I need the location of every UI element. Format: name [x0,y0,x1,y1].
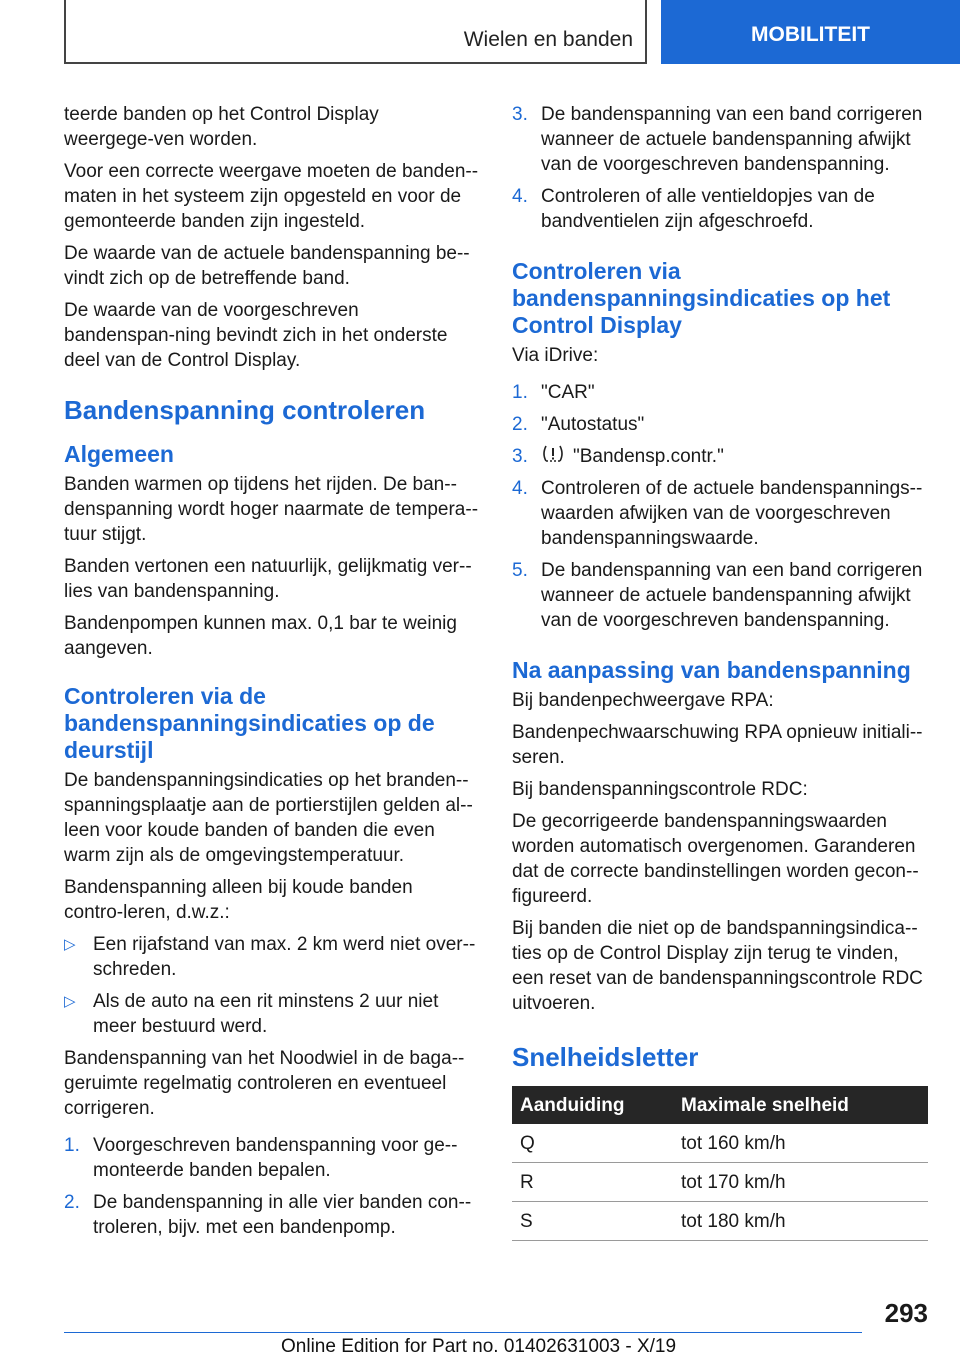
chapter-tab [661,0,960,64]
paragraph: De waarde van de actuele bandenspanning be-vindt zich op de betreffende band. [64,243,470,289]
heading-algemeen: Algemeen [64,441,174,467]
heading-na-aanpassing: Na aanpassing van bandenspanning [512,657,911,683]
footer-divider [64,1332,862,1333]
section-title: Wielen en banden [463,28,633,51]
paragraph: Bandenpompen kunnen max. 0,1 bar te weinig aangeven. [64,613,457,659]
table-header-row [512,1086,928,1124]
paragraph: Bij bandenpechweergave RPA: [512,690,774,711]
paragraph: Bij bandenspanningscontrole RDC: [512,779,808,800]
table-cell: tot 180 km/h [673,1202,928,1241]
paragraph: De bandenspanningsindicaties op het branden-spanningsplaatje aan de portierstijlen gelden al-leen voor koude banden of banden die even warm zijn als de omgevingstemperatuur. [64,770,473,866]
heading-deurstijl: Controleren via de bandenspanningsindicaties op de deurstijl [64,683,435,763]
tire-pressure-warning-icon [541,444,565,464]
footer-edition: Online Edition for Part no. 01402631003 - X/19 [281,1336,677,1357]
heading-snelheidsletter: Snelheidsletter [512,1042,699,1072]
section-tab [64,0,647,64]
heading-control-display: Controleren via bandenspanningsindicaties op het Control Display [512,258,891,338]
table-cell: Q [512,1124,673,1163]
list-item: 5. De bandenspanning van een band corrigeren wanneer de actuele bandenspanning afwijkt van de voorgeschreven bandenspanning. [512,560,923,631]
page-header [64,0,960,64]
table-row [512,1202,928,1241]
list-item: 4. Controleren of alle ventieldopjes van de bandventielen zijn afgeschroefd. [512,186,875,232]
list-item: 4. Controleren of de actuele bandenspannings-waarden afwijken van de voorgeschreven bandenspanningswaarde. [512,478,923,549]
paragraph: teerde banden op het Control Display weergege-ven worden. [64,104,379,150]
table-cell: tot 170 km/h [673,1163,928,1202]
list-item: ▷ Als de auto na een rit minstens 2 uur niet meer bestuurd werd. [64,991,439,1037]
list-item: 1. Voorgeschreven bandenspanning voor ge-monteerde banden bepalen. [64,1135,458,1181]
column-header: Aanduiding [512,1086,673,1124]
table-cell: R [512,1163,673,1202]
chapter-title: MOBILITEIT [751,23,870,46]
paragraph: Via iDrive: [512,345,599,366]
list-item: 2. De bandenspanning in alle vier banden con-troleren, bijv. met een bandenpomp. [64,1192,472,1238]
table-row [512,1163,928,1202]
table-cell: S [512,1202,673,1241]
paragraph: De gecorrigeerde bandenspanningswaarden worden automatisch overgenomen. Garanderen dat de correcte bandinstellingen worden gecon-figureerd. [512,811,919,907]
paragraph: Banden vertonen een natuurlijk, gelijkmatig ver-lies van bandenspanning. [64,556,472,602]
right-column [512,102,927,1241]
heading-bandenspanning-controleren: Bandenspanning controleren [64,395,426,425]
list-item: 1. "CAR" [512,382,595,403]
list-item: 2. "Autostatus" [512,414,645,435]
left-column [64,102,479,1247]
triangle-bullet-icon: ▷ [64,993,76,1010]
paragraph: Bij banden die niet op de bandspanningsindica-ties op de Control Display zijn terug te vinden, een reset van de bandenspanningscontrole RDC uitvoeren. [512,918,923,1014]
column-header: Maximale snelheid [673,1086,928,1124]
list-item: ▷ Een rijafstand van max. 2 km werd niet over-schreden. [64,934,476,980]
table-row [512,1124,928,1163]
speed-table [512,1086,928,1241]
list-item: 3. "Bandensp.contr." [512,446,724,467]
table-cell: tot 160 km/h [673,1124,928,1163]
paragraph: Bandenspanning alleen bij koude banden contro-leren, d.w.z.: [64,877,413,923]
paragraph: Bandenspanning van het Noodwiel in de baga-geruimte regelmatig controleren en eventueel corrigeren. [64,1048,465,1119]
paragraph: Bandenpechwaarschuwing RPA opnieuw initiali-seren. [512,722,923,768]
triangle-bullet-icon: ▷ [64,936,76,953]
paragraph: Banden warmen op tijdens het rijden. De ban-denspanning wordt hoger naarmate de tempera-tuur stijgt. [64,474,479,545]
page-number: 293 [884,1298,928,1328]
list-item: 3. De bandenspanning van een band corrigeren wanneer de actuele bandenspanning afwijkt van de voorgeschreven bandenspanning. [512,104,923,175]
paragraph: De waarde van de voorgeschreven bandenspan-ning bevindt zich in het onderste deel van de Control Display. [64,300,448,371]
paragraph: Voor een correcte weergave moeten de banden-maten in het systeem zijn opgesteld en voor de gemonteerde banden zijn ingesteld. [64,161,479,232]
